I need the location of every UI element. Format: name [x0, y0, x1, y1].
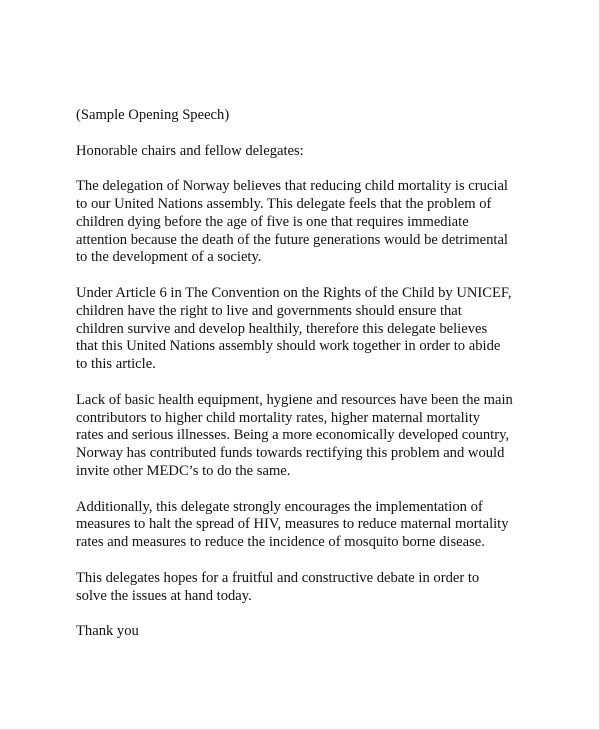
paragraph-debate-hopes: This delegates hopes for a fruitful and constructive debate in order to solve the issues at hand today. [76, 569, 480, 604]
paragraph-norway-delegation: The delegation of Norway believes that reducing child mortality is crucial to our United Nations assembly. This delegate feels that the problem of children dying before the age of five is one that requires immediate attention because the death of the future generations would be detrimental to the development of a society. [76, 178, 508, 266]
speech-body [76, 107, 576, 659]
paragraph-article-6: Under Article 6 in The Convention on the Rights of the Child by UNICEF, children have the right to live and governments should ensure that children survive and develop healthily, therefore this delegate believes that this United Nations assembly should work together in order to abide to this article. [76, 284, 512, 373]
paragraph-health-resources: Lack of basic health equipment, hygiene and resources have been the main contributors to higher child mortality rates, higher maternal mortality rates and serious illnesses. Being a more economically developed country, Norway has contributed funds towards rectifying this problem and would invite other MEDC’s to do the same. [76, 391, 513, 479]
closing: Thank you [76, 623, 139, 640]
paragraph-hiv-measures: Additionally, this delegate strongly encourages the implementation of measures to halt the spread of HIV, measures to reduce maternal mortality rates and measures to reduce the incidence of mosquito borne disease. [76, 498, 509, 551]
salutation: Honorable chairs and fellow delegates: [76, 142, 304, 159]
document-heading: (Sample Opening Speech) [76, 107, 230, 123]
